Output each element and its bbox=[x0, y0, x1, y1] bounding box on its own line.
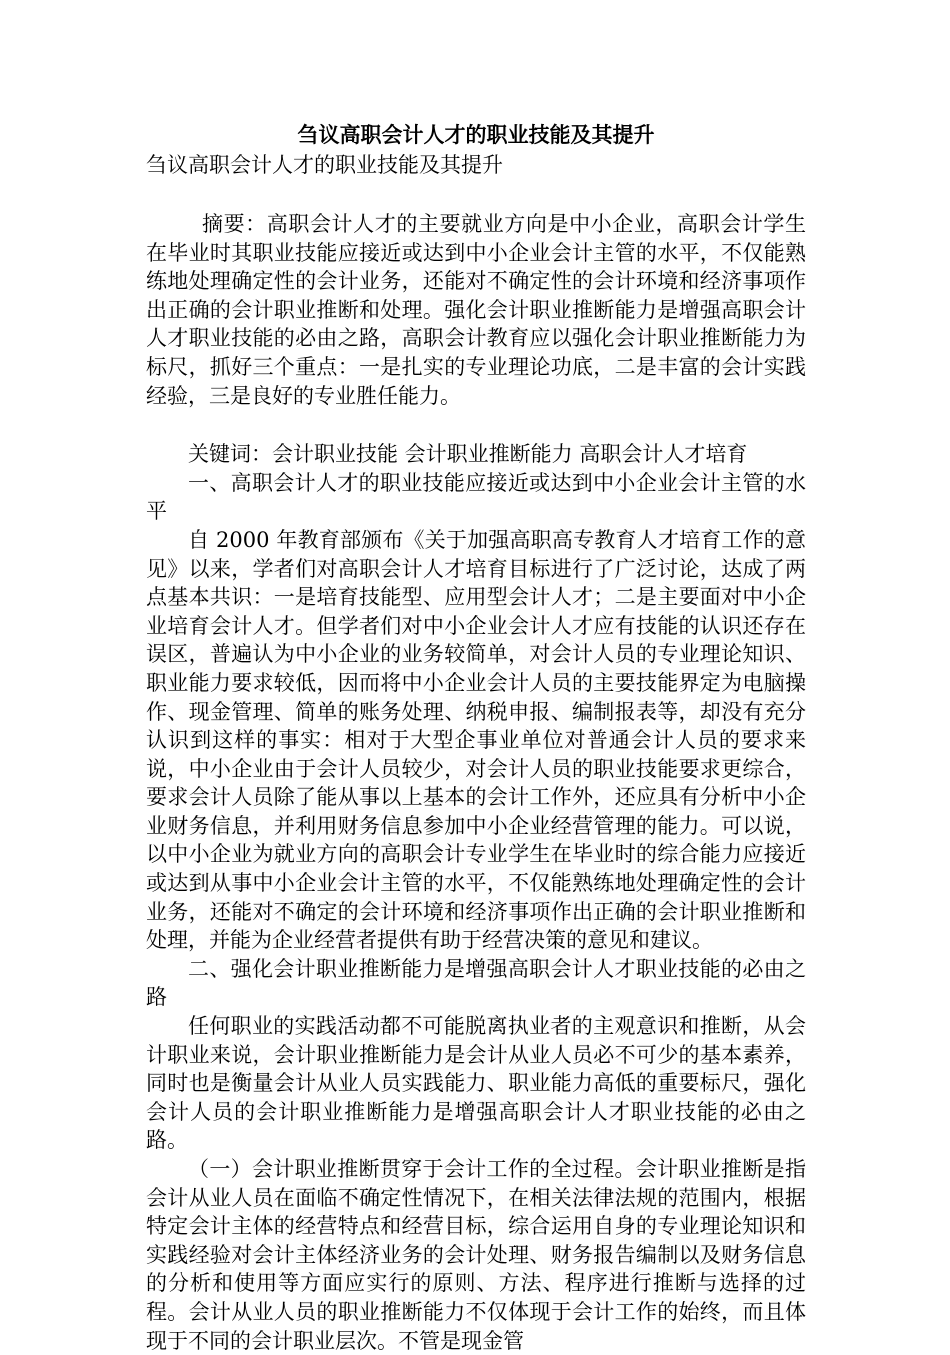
body-paragraph-2: 任何职业的实践活动都不可能脱离执业者的主观意识和推断，从会计职业来说，会计职业推断能力是会计从业人员必不可少的基本素养，同时也是衡量会计从业人员实践能力、职业能力高低的重要标尺，强化会计人员的会计职业推断能力是增强高职会计人才职业技能的必由之路。 bbox=[146, 1014, 806, 1153]
keywords-line: 关键词：会计职业技能 会计职业推断能力 高职会计人才培育 bbox=[188, 442, 748, 467]
abstract-paragraph: 摘要：高职会计人才的主要就业方向是中小企业，高职会计学生在毕业时其职业技能应接近或达到中小企业会计主管的水平，不仅能熟练地处理确定性的会计业务，还能对不确定性的会计环境和经济事项作出正确的会计职业推断和处理。强化会计职业推断能力是增强高职会计人才职业技能的必由之路，高职会计教育应以强化会计职业推断能力为标尺，抓好三个重点：一是扎实的专业理论功底，二是丰富的会计实践经验，三是良好的专业胜任能力。 bbox=[146, 212, 806, 408]
body-paragraph-1: 自 2000 年教育部颁布《关于加强高职高专教育人才培育工作的意见》以来，学者们对高职会计人才培育目标进行了广泛讨论，达成了两点基本共识：一是培育技能型、应用型会计人才；二是主要面对中小企业培育会计人才。但学者们对中小企业会计人才应有技能的认识还存在误区，普遍认为中小企业的业务较简单，对会计人员的专业理论知识、职业能力要求较低，因而将中小企业会计人员的主要技能界定为电脑操作、现金管理、简单的账务处理、纳税申报、编制报表等，却没有充分认识到这样的事实：相对于大型企事业单位对普通会计人员的要求来说，中小企业由于会计人员较少，对会计人员的职业技能要求更综合，要求会计人员除了能从事以上基本的会计工作外，还应具有分析中小企业财务信息，并利用财务信息参加中小企业经营管理的能力。可以说，以中小企业为就业方向的高职会计专业学生在毕业时的综合能力应接近或达到从事中小企业会计主管的水平，不仅能熟练地处理确定性的会计业务，还能对不确定的会计环境和经济事项作出正确的会计职业推断和处理，并能为企业经营者提供有助于经营决策的意见和建议。 bbox=[146, 527, 806, 953]
document-body bbox=[146, 120, 806, 1355]
blank-line bbox=[146, 410, 806, 440]
blank-line bbox=[146, 180, 806, 210]
document-title: 刍议高职会计人才的职业技能及其提升 bbox=[297, 122, 655, 147]
document-subtitle: 刍议高职会计人才的职业技能及其提升 bbox=[146, 153, 503, 177]
body-paragraph-3: （一）会计职业推断贯穿于会计工作的全过程。会计职业推断是指会计从业人员在面临不确定性情况下，在相关法律法规的范围内，根据特定会计主体的经营特点和经营目标，综合运用自身的专业理论知识和实践经验对会计主体经济业务的会计处理、财务报告编制以及财务信息的分析和使用等方面应实行的原则、方法、程序进行推断与选择的过程。会计从业人员的职业推断能力不仅体现于会计工作的始终，而且体现于不同的会计职业层次。不管是现金管 bbox=[146, 1157, 806, 1353]
section-heading-1: 一、高职会计人才的职业技能应接近或达到中小企业会计主管的水平 bbox=[146, 470, 806, 524]
section-heading-2: 二、强化会计职业推断能力是增强高职会计人才职业技能的必由之路 bbox=[146, 956, 806, 1010]
